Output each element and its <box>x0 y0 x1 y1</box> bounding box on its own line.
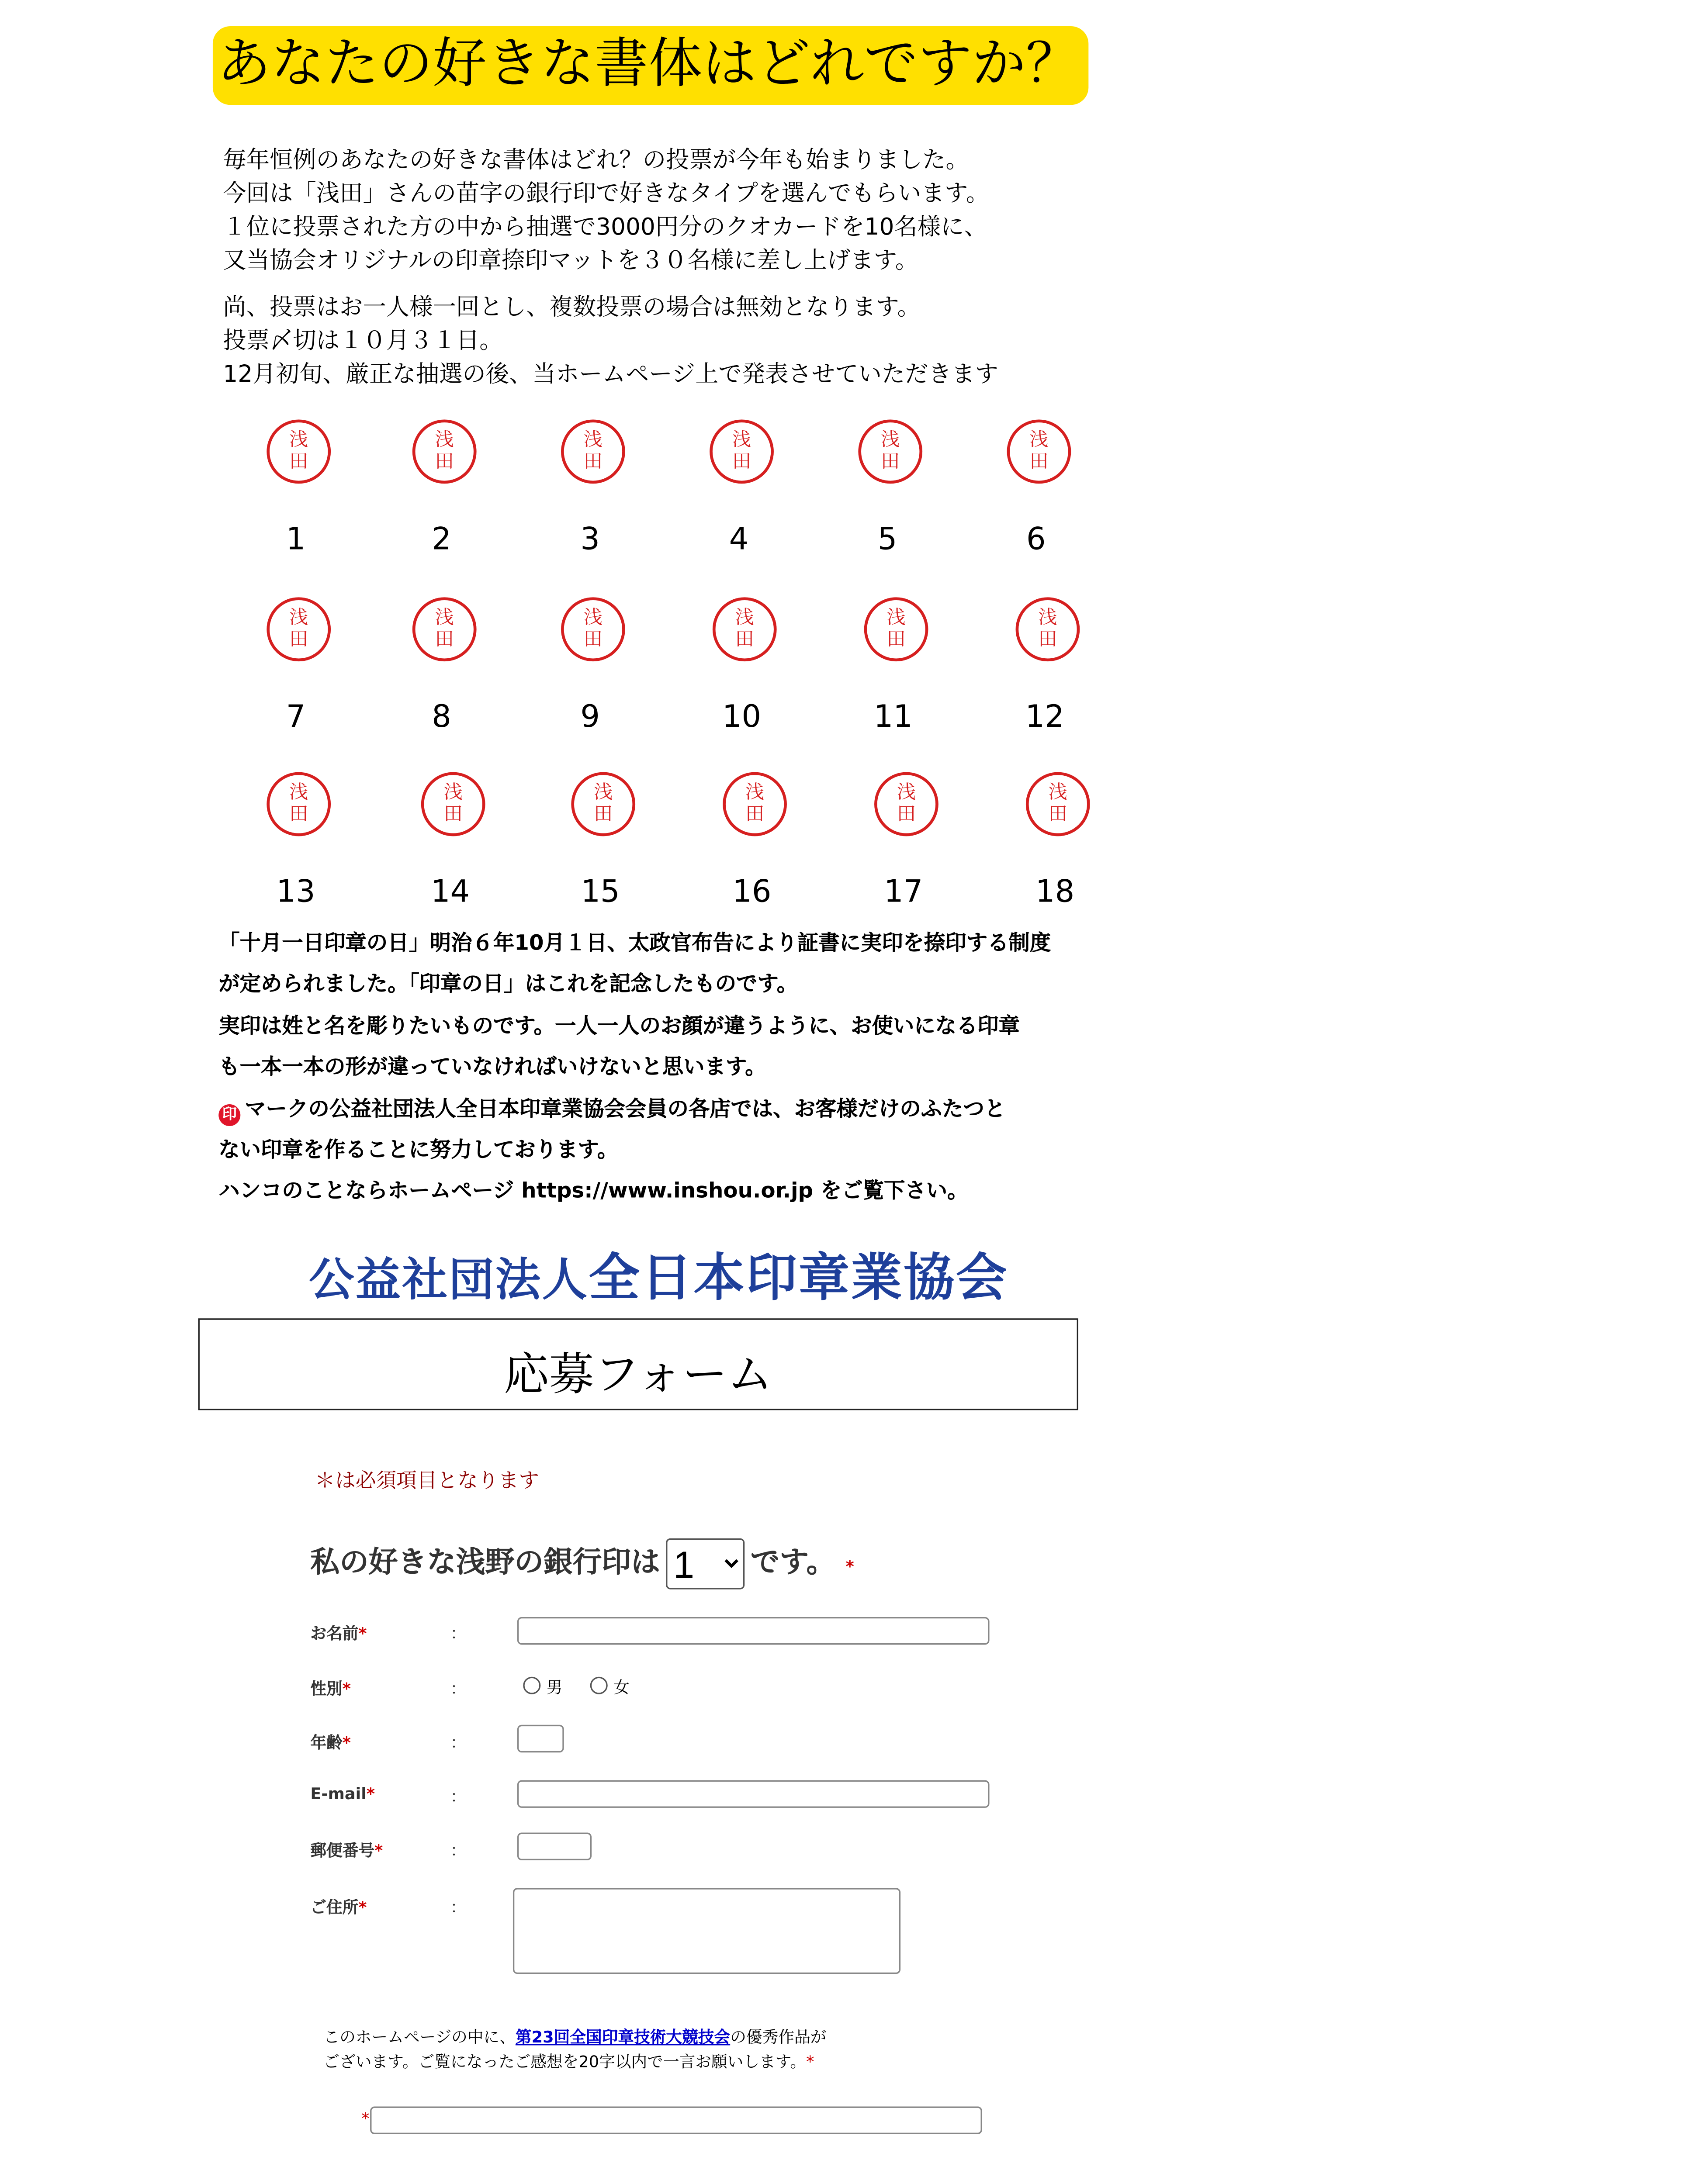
required-mark: * <box>845 1557 854 1576</box>
seal-stamp-icon <box>571 772 635 836</box>
name-label-text: お名前 <box>310 1624 359 1643</box>
seal-glyph: 浅 <box>289 429 308 452</box>
seal-glyph: 田 <box>289 451 308 473</box>
association-mark-icon: 印 <box>218 1104 240 1126</box>
seal-glyph: 田 <box>1048 804 1067 826</box>
about-text <box>218 923 1093 1213</box>
seal-glyph: 田 <box>583 629 603 651</box>
seal-glyph: 浅 <box>289 782 308 804</box>
comment-pre: このホームページの中に、 <box>323 2028 516 2047</box>
intro-line: 毎年恒例のあなたの好きな書体はどれ？の投票が今年も始まりました。 <box>223 145 969 173</box>
required-mark: * <box>342 1733 351 1753</box>
gender-options <box>523 1675 629 1698</box>
seal-stamp-icon <box>267 772 331 836</box>
about-line: 「十月一日印章の日」明治６年10月１日、太政官布告により証書に実印を捺印する制度 <box>218 932 1051 956</box>
seal-number: 18 <box>1035 874 1075 909</box>
seal-stamp-icon <box>1026 772 1090 836</box>
age-input[interactable] <box>517 1725 564 1752</box>
seal-number: 5 <box>877 521 897 557</box>
seal-grid <box>204 408 1108 911</box>
seal-glyph: 浅 <box>732 429 751 452</box>
gender-female-label: 女 <box>613 1678 630 1697</box>
required-note: ＊は必須項目となります <box>315 1470 539 1493</box>
colon: ： <box>450 1787 467 1807</box>
title-banner <box>213 26 1088 105</box>
age-label <box>310 1731 351 1754</box>
required-mark: * <box>358 1898 367 1917</box>
required-mark: * <box>361 2109 370 2129</box>
seal-glyph: 田 <box>881 451 900 473</box>
seal-glyph: 浅 <box>881 429 900 452</box>
seal-glyph: 浅 <box>289 607 308 629</box>
seal-glyph: 田 <box>745 804 765 826</box>
colon: ： <box>450 1733 467 1753</box>
favorite-seal-row <box>310 1538 854 1590</box>
intro-line: 投票〆切は１０月３１日。 <box>223 326 503 354</box>
seal-stamp-icon <box>421 772 485 836</box>
gender-female-radio[interactable] <box>590 1677 608 1694</box>
seal-stamp-icon <box>561 597 625 661</box>
seal-number: 15 <box>581 874 620 909</box>
zip-label-text: 郵便番号 <box>310 1841 375 1860</box>
seal-glyph: 田 <box>1029 451 1049 473</box>
intro-text <box>223 143 1126 390</box>
seal-number: 9 <box>580 699 600 734</box>
seal-number: 11 <box>873 699 913 734</box>
required-mark: * <box>342 1679 351 1699</box>
seal-glyph: 浅 <box>1029 429 1049 452</box>
seal-number: 8 <box>432 699 451 734</box>
seal-stamp-icon <box>723 772 787 836</box>
seal-glyph: 田 <box>897 804 916 826</box>
comment-post: の優秀作品が <box>730 2028 827 2047</box>
seal-glyph: 浅 <box>435 607 454 629</box>
email-input[interactable] <box>517 1780 990 1807</box>
seal-glyph: 田 <box>289 629 308 651</box>
gender-label-text: 性別 <box>310 1679 343 1699</box>
colon: ： <box>450 1841 467 1860</box>
form-heading: 応募フォーム <box>504 1349 773 1402</box>
about-line: ハンコのことならホームページ https://www.inshou.or.jp をご覧下さい。 <box>218 1180 969 1204</box>
comment-input[interactable] <box>370 2107 982 2134</box>
favorite-seal-select[interactable] <box>666 1538 745 1590</box>
seal-glyph: 浅 <box>594 782 613 804</box>
intro-line: 今回は「浅田」さんの苗字の銀行印で好きなタイプを選んでもらいます。 <box>223 179 990 207</box>
seal-number: 14 <box>430 874 470 909</box>
seal-glyph: 田 <box>1038 629 1057 651</box>
seal-number: 17 <box>884 874 923 909</box>
seal-stamp-icon <box>858 420 922 484</box>
seal-number: 3 <box>580 521 600 557</box>
comment-line2: ございます。ご覧になったご感想を20字以内で一言お願いします。 <box>323 2053 807 2072</box>
seal-glyph: 浅 <box>735 607 754 629</box>
seal-stamp-icon <box>1007 420 1071 484</box>
email-label <box>310 1784 375 1803</box>
seal-number: 6 <box>1026 521 1046 557</box>
favorite-prefix: 私の好きな浅野の銀行印は <box>310 1544 660 1579</box>
intro-line: 12月初旬、厳正な抽選の後、当ホームページ上で発表させていただきます <box>223 359 998 388</box>
required-mark: * <box>806 2053 814 2072</box>
association-prefix: 公益社団法人 <box>309 1254 589 1307</box>
seal-glyph: 浅 <box>435 429 454 452</box>
seal-stamp-icon <box>1016 597 1080 661</box>
about-line-text: マークの公益社団法人全日本印章業協会会員の各店では、お客様だけのふたつと <box>245 1098 1006 1121</box>
intro-line: １位に投票された方の中から抽選で3000円分のクオカードを10名様に、 <box>223 212 987 241</box>
seal-stamp-icon <box>267 597 331 661</box>
seal-stamp-icon <box>412 420 477 484</box>
name-input[interactable] <box>517 1617 990 1645</box>
seal-glyph: 田 <box>435 629 454 651</box>
association-name: 全日本印章業協会 <box>589 1250 1008 1308</box>
about-line: が定められました。「印章の日」はこれを記念したものです。 <box>218 974 798 997</box>
required-mark: * <box>358 1624 367 1643</box>
comment-prompt-line <box>323 2025 826 2050</box>
seal-stamp-icon <box>864 597 928 661</box>
seal-number: 16 <box>732 874 772 909</box>
seal-glyph: 浅 <box>897 782 916 804</box>
seal-stamp-icon <box>267 420 331 484</box>
seal-glyph: 田 <box>732 451 751 473</box>
seal-stamp-icon <box>412 597 477 661</box>
address-label <box>310 1895 367 1918</box>
comment-prompt <box>323 2025 826 2074</box>
name-label <box>310 1621 367 1645</box>
about-line: ない印章を作ることに努力しております。 <box>218 1139 619 1163</box>
seal-glyph: 田 <box>594 804 613 826</box>
required-mark: * <box>366 1784 375 1804</box>
seal-glyph: 田 <box>435 451 454 473</box>
address-textarea[interactable] <box>513 1888 900 1974</box>
seal-glyph: 田 <box>443 804 463 826</box>
age-label-text: 年齢 <box>310 1733 343 1753</box>
about-line: も一本一本の形が違っていなければいけないと思います。 <box>218 1056 766 1080</box>
page-title: あなたの好きな書体はどれですか？ <box>217 32 1080 95</box>
favorite-suffix: です。 <box>750 1544 836 1579</box>
email-label-text: E-mail <box>310 1784 367 1804</box>
zip-input[interactable] <box>517 1833 592 1860</box>
seal-glyph: 浅 <box>583 429 603 452</box>
seal-number: 2 <box>432 521 451 557</box>
comment-prompt-line <box>323 2049 826 2074</box>
seal-stamp-icon <box>710 420 774 484</box>
competition-link[interactable]: 第23回全国印章技術大競技会 <box>515 2028 731 2047</box>
seal-number: 1 <box>286 521 306 557</box>
seal-glyph: 浅 <box>583 607 603 629</box>
seal-number: 12 <box>1025 699 1064 734</box>
seal-glyph: 浅 <box>887 607 906 629</box>
about-line <box>218 1089 1093 1130</box>
seal-glyph: 浅 <box>1038 607 1057 629</box>
gender-label <box>310 1677 351 1700</box>
seal-glyph: 田 <box>289 804 308 826</box>
seal-stamp-icon <box>874 772 938 836</box>
gender-male-radio[interactable] <box>523 1677 540 1694</box>
seal-glyph: 田 <box>735 629 754 651</box>
form-heading-box <box>198 1318 1078 1410</box>
seal-glyph: 浅 <box>745 782 765 804</box>
seal-glyph: 浅 <box>443 782 463 804</box>
association-logo <box>309 1238 1008 1311</box>
seal-stamp-icon <box>561 420 625 484</box>
colon: ： <box>450 1898 467 1917</box>
seal-glyph: 田 <box>583 451 603 473</box>
colon: ： <box>450 1624 467 1643</box>
seal-number: 13 <box>276 874 315 909</box>
seal-number: 4 <box>729 521 749 557</box>
address-label-text: ご住所 <box>310 1898 359 1917</box>
intro-line: 又当協会オリジナルの印章捺印マットを３０名様に差し上げます。 <box>223 246 919 274</box>
about-line: 実印は姓と名を彫りたいものです。一人一人のお顔が違うように、お使いになる印章 <box>218 1015 1020 1039</box>
seal-number: 7 <box>286 699 306 734</box>
colon: ： <box>450 1679 467 1699</box>
required-mark: * <box>374 1841 383 1860</box>
gender-male-label: 男 <box>546 1678 563 1697</box>
seal-glyph: 浅 <box>1048 782 1067 804</box>
seal-glyph: 田 <box>887 629 906 651</box>
zip-label <box>310 1838 383 1862</box>
intro-line: 尚、投票はお一人様一回とし、複数投票の場合は無効となります。 <box>223 293 921 321</box>
seal-number: 10 <box>722 699 762 734</box>
seal-stamp-icon <box>713 597 777 661</box>
